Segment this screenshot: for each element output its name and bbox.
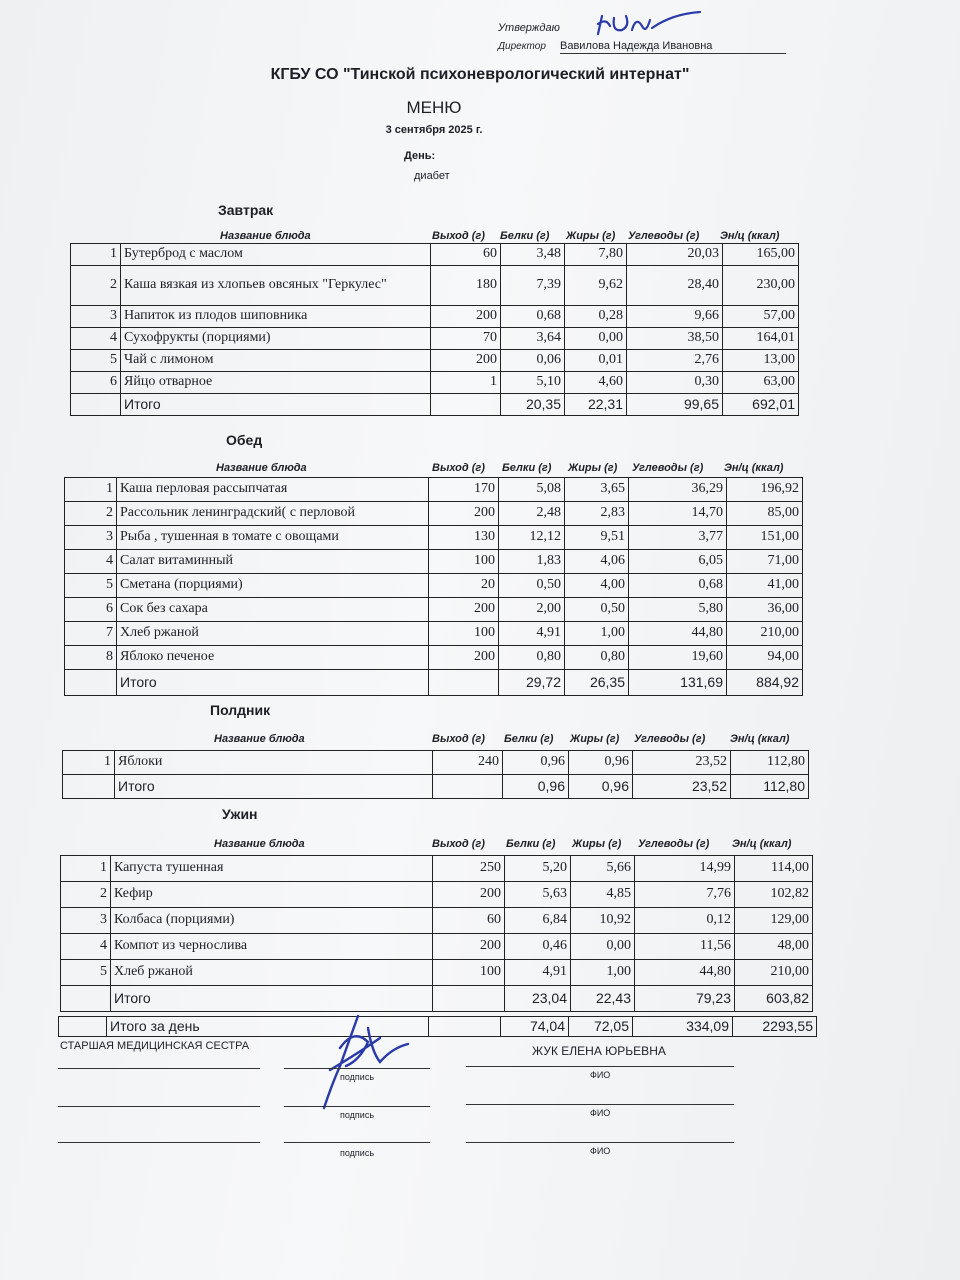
meal-table [60,855,813,1012]
column-header: Жиры (г) [572,838,622,850]
table-row [65,550,803,574]
column-header: Белки (г) [500,230,550,242]
day-total-label: Итого за день [107,1017,429,1037]
nutrition-value: 38,50 [627,328,723,350]
nutrition-value: 44,80 [635,960,735,986]
table-row [61,856,813,882]
nutrition-value: 5,08 [499,478,565,502]
nutrition-value: 0,00 [565,328,627,350]
dish-name: Яблоки [115,751,433,775]
empty-cell [433,986,505,1012]
table-row [71,306,799,328]
nutrition-value: 2,83 [565,502,629,526]
nutrition-value: 11,56 [635,934,735,960]
nutrition-value: 4,91 [499,622,565,646]
dish-name: Сухофрукты (порциями) [121,328,431,350]
nutrition-value: 36,29 [629,478,727,502]
dish-name: Напиток из плодов шиповника [121,306,431,328]
table-row [65,502,803,526]
nutrition-value: 41,00 [727,574,803,598]
total-value: 112,80 [731,775,809,799]
nutrition-value: 13,00 [723,350,799,372]
nutrition-value: 0,50 [565,598,629,622]
row-number: 8 [65,646,117,670]
nutrition-value: 151,00 [727,526,803,550]
total-value: 0,96 [503,775,569,799]
nutrition-value: 4,06 [565,550,629,574]
fio-caption: ФИО [590,1070,611,1080]
nutrition-value: 2,76 [627,350,723,372]
meal-title: Завтрак [218,202,274,218]
signature-line [284,1068,430,1069]
row-number: 4 [61,934,111,960]
day-value: диабет [414,170,450,182]
director-signature-icon [592,6,702,42]
nutrition-value: 5,63 [505,882,571,908]
nutrition-value: 200 [429,646,499,670]
table-row [65,598,803,622]
nutrition-value: 210,00 [727,622,803,646]
nutrition-value: 12,12 [499,526,565,550]
nutrition-value: 9,51 [565,526,629,550]
nutrition-value: 4,60 [565,372,627,394]
column-header: Название блюда [216,462,307,474]
dish-name: Рыба , тушенная в томате с овощами [117,526,429,550]
nutrition-value: 9,66 [627,306,723,328]
nutrition-value: 36,00 [727,598,803,622]
nutrition-value: 0,80 [565,646,629,670]
nutrition-value: 70 [431,328,501,350]
nutrition-value: 5,20 [505,856,571,882]
nutrition-value: 20,03 [627,244,723,266]
nutrition-value: 10,92 [571,908,635,934]
dish-name: Хлеб ржаной [117,622,429,646]
fio-caption: ФИО [590,1146,611,1156]
nutrition-value: 3,65 [565,478,629,502]
nutrition-value: 5,10 [501,372,565,394]
dish-name: Кефир [111,882,433,908]
column-header: Эн/ц (ккал) [732,838,792,850]
signature-line [58,1106,260,1107]
signer-name: ЖУК ЕЛЕНА ЮРЬЕВНА [532,1044,666,1058]
empty-cell [61,986,111,1012]
nutrition-value: 6,84 [505,908,571,934]
nutrition-value: 0,80 [499,646,565,670]
table-row [71,328,799,350]
row-number: 1 [61,856,111,882]
nutrition-value: 170 [429,478,499,502]
nutrition-value: 14,70 [629,502,727,526]
column-header: Жиры (г) [570,733,620,745]
nutrition-value: 2,48 [499,502,565,526]
nutrition-value: 200 [433,934,505,960]
nutrition-value: 0,06 [501,350,565,372]
nutrition-value: 1,00 [565,622,629,646]
column-header: Белки (г) [506,838,556,850]
nutrition-value: 102,82 [735,882,813,908]
nutrition-value: 100 [429,622,499,646]
day-total-carbs: 334,09 [633,1017,733,1037]
row-number: 3 [71,306,121,328]
nutrition-value: 4,91 [505,960,571,986]
nutrition-value: 7,76 [635,882,735,908]
row-number: 5 [61,960,111,986]
fio-caption: ФИО [590,1108,611,1118]
dish-name: Колбаса (порциями) [111,908,433,934]
column-header: Выход (г) [432,230,485,242]
nutrition-value: 0,30 [627,372,723,394]
nutrition-value: 114,00 [735,856,813,882]
column-header: Выход (г) [432,733,485,745]
nutrition-value: 9,62 [565,266,627,306]
total-value: 692,01 [723,394,799,416]
nutrition-value: 0,00 [571,934,635,960]
nutrition-value: 5,80 [629,598,727,622]
empty-cell [65,670,117,696]
nutrition-value: 20 [429,574,499,598]
row-number: 2 [65,502,117,526]
nutrition-value: 0,50 [499,574,565,598]
dish-name: Салат витаминный [117,550,429,574]
total-value: 884,92 [727,670,803,696]
table-row [65,646,803,670]
nutrition-value: 23,52 [633,751,731,775]
nutrition-value: 4,85 [571,882,635,908]
director-label: Директор [498,41,546,52]
nurse-signature-icon [310,1008,420,1114]
total-value: 20,35 [501,394,565,416]
nutrition-value: 0,68 [501,306,565,328]
row-number: 4 [71,328,121,350]
empty-cell [63,775,115,799]
dish-name: Рассольник ленинградский( с перловой [117,502,429,526]
empty-cell [71,394,121,416]
total-value: 23,52 [633,775,731,799]
total-value: 26,35 [565,670,629,696]
table-row [71,372,799,394]
column-header: Жиры (г) [568,462,618,474]
column-header: Эн/ц (ккал) [724,462,784,474]
table-row [61,934,813,960]
day-total-kcal: 2293,55 [733,1017,817,1037]
row-number: 3 [61,908,111,934]
row-number: 7 [65,622,117,646]
nutrition-value: 19,60 [629,646,727,670]
meal-table [70,243,799,416]
nutrition-value: 48,00 [735,934,813,960]
table-row [71,350,799,372]
nutrition-value: 240 [433,751,503,775]
nutrition-value: 100 [433,960,505,986]
column-header: Название блюда [214,733,305,745]
day-total-fat: 72,05 [569,1017,633,1037]
signature-line [58,1068,260,1069]
column-header: Белки (г) [502,462,552,474]
signature-line [58,1142,260,1143]
nutrition-value: 1,00 [571,960,635,986]
total-value: 0,96 [569,775,633,799]
nutrition-value: 6,05 [629,550,727,574]
nutrition-value: 250 [433,856,505,882]
dish-name: Каша перловая рассыпчатая [117,478,429,502]
dish-name: Капуста тушенная [111,856,433,882]
signature-line [466,1066,734,1067]
column-header: Углеводы (г) [638,838,710,850]
nutrition-value: 3,64 [501,328,565,350]
total-label: Итого [117,670,429,696]
column-header: Эн/ц (ккал) [730,733,790,745]
nutrition-value: 57,00 [723,306,799,328]
meal-table [62,750,809,799]
table-row [65,526,803,550]
approve-label: Утверждаю [498,22,560,34]
column-header: Эн/ц (ккал) [720,230,780,242]
row-number: 1 [65,478,117,502]
nutrition-value: 0,96 [569,751,633,775]
total-value: 29,72 [499,670,565,696]
row-number: 3 [65,526,117,550]
meal-title: Обед [226,432,263,448]
total-value: 22,31 [565,394,627,416]
total-value: 22,43 [571,986,635,1012]
table-row [65,478,803,502]
row-number: 1 [63,751,115,775]
empty-cell [431,394,501,416]
menu-title: МЕНЮ [406,98,462,117]
nutrition-value: 3,48 [501,244,565,266]
row-number: 6 [71,372,121,394]
total-label: Итого [115,775,433,799]
organization-name: КГБУ СО "Тинской психоневрологический интернат" [270,66,690,83]
signature-line [466,1104,734,1105]
column-header: Жиры (г) [566,230,616,242]
sign-caption: подпись [340,1148,375,1158]
row-number: 5 [65,574,117,598]
dish-name: Чай с лимоном [121,350,431,372]
row-number: 6 [65,598,117,622]
nutrition-value: 200 [429,502,499,526]
nutrition-value: 71,00 [727,550,803,574]
nutrition-value: 130 [429,526,499,550]
dish-name: Сок без сахара [117,598,429,622]
signer-position: СТАРШАЯ МЕДИЦИНСКАЯ СЕСТРА [60,1040,250,1052]
nutrition-value: 7,39 [501,266,565,306]
empty-cell [433,775,503,799]
nutrition-value: 112,80 [731,751,809,775]
nutrition-value: 2,00 [499,598,565,622]
nutrition-value: 0,12 [635,908,735,934]
column-header: Выход (г) [432,462,485,474]
table-row [61,908,813,934]
signature-line [284,1106,430,1107]
nutrition-value: 1,83 [499,550,565,574]
nutrition-value: 210,00 [735,960,813,986]
nutrition-value: 28,40 [627,266,723,306]
signature-line [284,1142,430,1143]
total-value: 131,69 [629,670,727,696]
dish-name: Яблоко печеное [117,646,429,670]
nutrition-value: 230,00 [723,266,799,306]
row-number: 1 [71,244,121,266]
nutrition-value: 94,00 [727,646,803,670]
table-row [61,960,813,986]
nutrition-value: 60 [433,908,505,934]
nutrition-value: 0,28 [565,306,627,328]
nutrition-value: 200 [429,598,499,622]
column-header: Белки (г) [504,733,554,745]
column-header: Название блюда [214,838,305,850]
total-row [65,670,803,696]
nutrition-value: 7,80 [565,244,627,266]
nutrition-value: 60 [431,244,501,266]
dish-name: Яйцо отварное [121,372,431,394]
nutrition-value: 165,00 [723,244,799,266]
row-number: 4 [65,550,117,574]
dish-name: Бутерброд с маслом [121,244,431,266]
nutrition-value: 196,92 [727,478,803,502]
signature-line [466,1142,734,1143]
total-row [61,986,813,1012]
nutrition-value: 5,66 [571,856,635,882]
dish-name: Сметана (порциями) [117,574,429,598]
total-label: Итого [111,986,433,1012]
meal-title: Ужин [222,806,258,822]
table-row [63,751,809,775]
nutrition-value: 44,80 [629,622,727,646]
nutrition-value: 200 [431,350,501,372]
meal-table [64,477,803,696]
total-value: 99,65 [627,394,723,416]
column-header: Углеводы (г) [628,230,700,242]
empty-cell [429,670,499,696]
column-header: Углеводы (г) [632,462,704,474]
dish-name: Хлеб ржаной [111,960,433,986]
day-total-table [58,1016,817,1037]
table-row [65,574,803,598]
column-header: Выход (г) [432,838,485,850]
table-row [65,622,803,646]
total-value: 79,23 [635,986,735,1012]
nutrition-value: 200 [431,306,501,328]
nutrition-value: 129,00 [735,908,813,934]
total-row [71,394,799,416]
dish-name: Каша вязкая из хлопьев овсяных "Геркулес" [121,266,431,306]
nutrition-value: 180 [431,266,501,306]
nutrition-value: 4,00 [565,574,629,598]
nutrition-value: 14,99 [635,856,735,882]
row-number: 2 [61,882,111,908]
total-value: 603,82 [735,986,813,1012]
table-row [61,882,813,908]
nutrition-value: 164,01 [723,328,799,350]
nutrition-value: 63,00 [723,372,799,394]
day-label: День: [404,150,436,162]
nutrition-value: 200 [433,882,505,908]
total-value: 23,04 [505,986,571,1012]
meal-title: Полдник [210,702,271,718]
nutrition-value: 1 [431,372,501,394]
nutrition-value: 85,00 [727,502,803,526]
day-total-protein: 74,04 [501,1017,569,1037]
nutrition-value: 100 [429,550,499,574]
nutrition-value: 0,46 [505,934,571,960]
row-number: 5 [71,350,121,372]
total-row [63,775,809,799]
nutrition-value: 0,68 [629,574,727,598]
menu-date: 3 сентября 2025 г. [385,124,483,136]
table-row [71,244,799,266]
row-number: 2 [71,266,121,306]
dish-name: Компот из чернослива [111,934,433,960]
director-name: Вавилова Надежда Ивановна [560,40,786,54]
column-header: Углеводы (г) [634,733,706,745]
nutrition-value: 0,01 [565,350,627,372]
column-header: Название блюда [220,230,311,242]
nutrition-value: 0,96 [503,751,569,775]
nutrition-value: 3,77 [629,526,727,550]
sign-caption: подпись [340,1072,375,1082]
sign-caption: подпись [340,1110,375,1120]
total-label: Итого [121,394,431,416]
table-row [71,266,799,306]
